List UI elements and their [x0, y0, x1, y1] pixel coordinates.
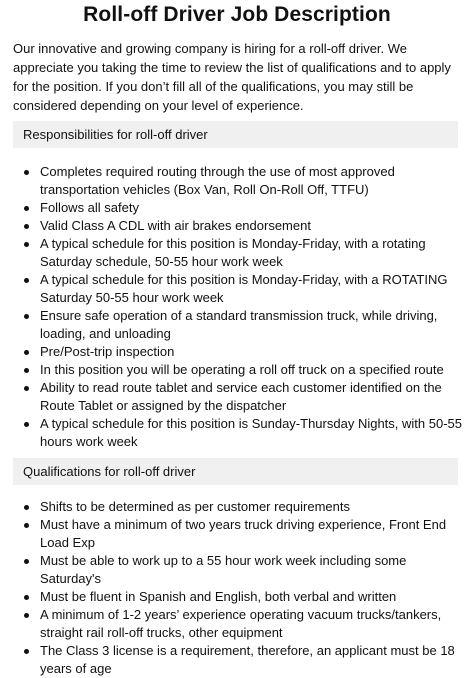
list-item-text: A typical schedule for this position is Monday-Friday, with a rotating Saturday schedule, 50-55 hour work week	[40, 236, 426, 269]
list-item	[22, 271, 462, 307]
intro-paragraph: Our innovative and growing company is hiring for a roll-off driver. We appreciate you taking the time to review the list of qualifications and to apply for the position. If you don’t fill all of the qualifications, you may still be considered depending on your level of experience.	[13, 41, 451, 113]
bullet-icon	[24, 505, 29, 510]
list-item-text: Must have a minimum of two years truck driving experience, Front End Load Exp	[40, 517, 447, 550]
list-item	[22, 217, 462, 235]
bullet-icon	[24, 350, 29, 355]
list-item-text: Ensure safe operation of a standard transmission truck, while driving, loading, and unloading	[40, 308, 438, 341]
list-item	[22, 163, 462, 199]
list-item-text: Ability to read route tablet and service each customer identified on the Route Tablet or assigned by the dispatcher	[40, 380, 442, 413]
bullet-icon	[24, 314, 29, 319]
list-item	[22, 379, 462, 415]
bullet-icon	[24, 170, 29, 175]
bullet-icon	[24, 386, 29, 391]
list-item-text: A typical schedule for this position is Sunday-Thursday Nights, with 50-55 hours work week	[40, 416, 462, 449]
list-item	[22, 361, 462, 379]
list-item-text: A typical schedule for this position is Monday-Friday, with a ROTATING Saturday 50-55 hour work week	[40, 272, 448, 305]
bullet-icon	[24, 242, 29, 247]
bullet-icon	[24, 523, 29, 528]
responsibilities-list	[22, 163, 462, 451]
list-item-text: Valid Class A CDL with air brakes endorsement	[40, 218, 311, 233]
list-item	[22, 516, 462, 552]
list-item-text: In this position you will be operating a roll off truck on a specified route	[40, 362, 444, 377]
bullet-icon	[24, 422, 29, 427]
list-item	[22, 606, 462, 642]
responsibilities-heading: Responsibilities for roll-off driver	[13, 121, 458, 148]
bullet-icon	[24, 649, 29, 654]
bullet-icon	[24, 278, 29, 283]
list-item	[22, 307, 462, 343]
bullet-icon	[24, 224, 29, 229]
list-item-text: Shifts to be determined as per customer requirements	[40, 499, 350, 514]
page-title: Roll-off Driver Job Description	[83, 3, 391, 26]
list-item-text: Completes required routing through the use of most approved transportation vehicles (Box Van, Roll On-Roll Off, TTFU)	[40, 164, 395, 197]
list-item	[22, 343, 462, 361]
list-item	[22, 588, 462, 606]
list-item-text: Follows all safety	[40, 200, 139, 215]
bullet-icon	[24, 206, 29, 211]
list-item	[22, 552, 462, 588]
bullet-icon	[24, 368, 29, 373]
qualifications-list	[22, 498, 462, 678]
list-item	[22, 235, 462, 271]
list-item-text: Must be fluent in Spanish and English, both verbal and written	[40, 589, 397, 604]
list-item	[22, 642, 462, 678]
list-item	[22, 498, 462, 516]
qualifications-heading: Qualifications for roll-off driver	[13, 458, 458, 485]
list-item-text: The Class 3 license is a requirement, therefore, an applicant must be 18 years of age	[40, 643, 455, 676]
list-item	[22, 199, 462, 217]
list-item-text: A minimum of 1-2 years’ experience operating vacuum trucks/tankers, straight rail roll-off trucks, other equipment	[40, 607, 442, 640]
bullet-icon	[24, 595, 29, 600]
bullet-icon	[24, 559, 29, 564]
list-item-text: Must be able to work up to a 55 hour work week including some Saturday's	[40, 553, 407, 586]
bullet-icon	[24, 613, 29, 618]
list-item-text: Pre/Post-trip inspection	[40, 344, 175, 359]
list-item	[22, 415, 462, 451]
